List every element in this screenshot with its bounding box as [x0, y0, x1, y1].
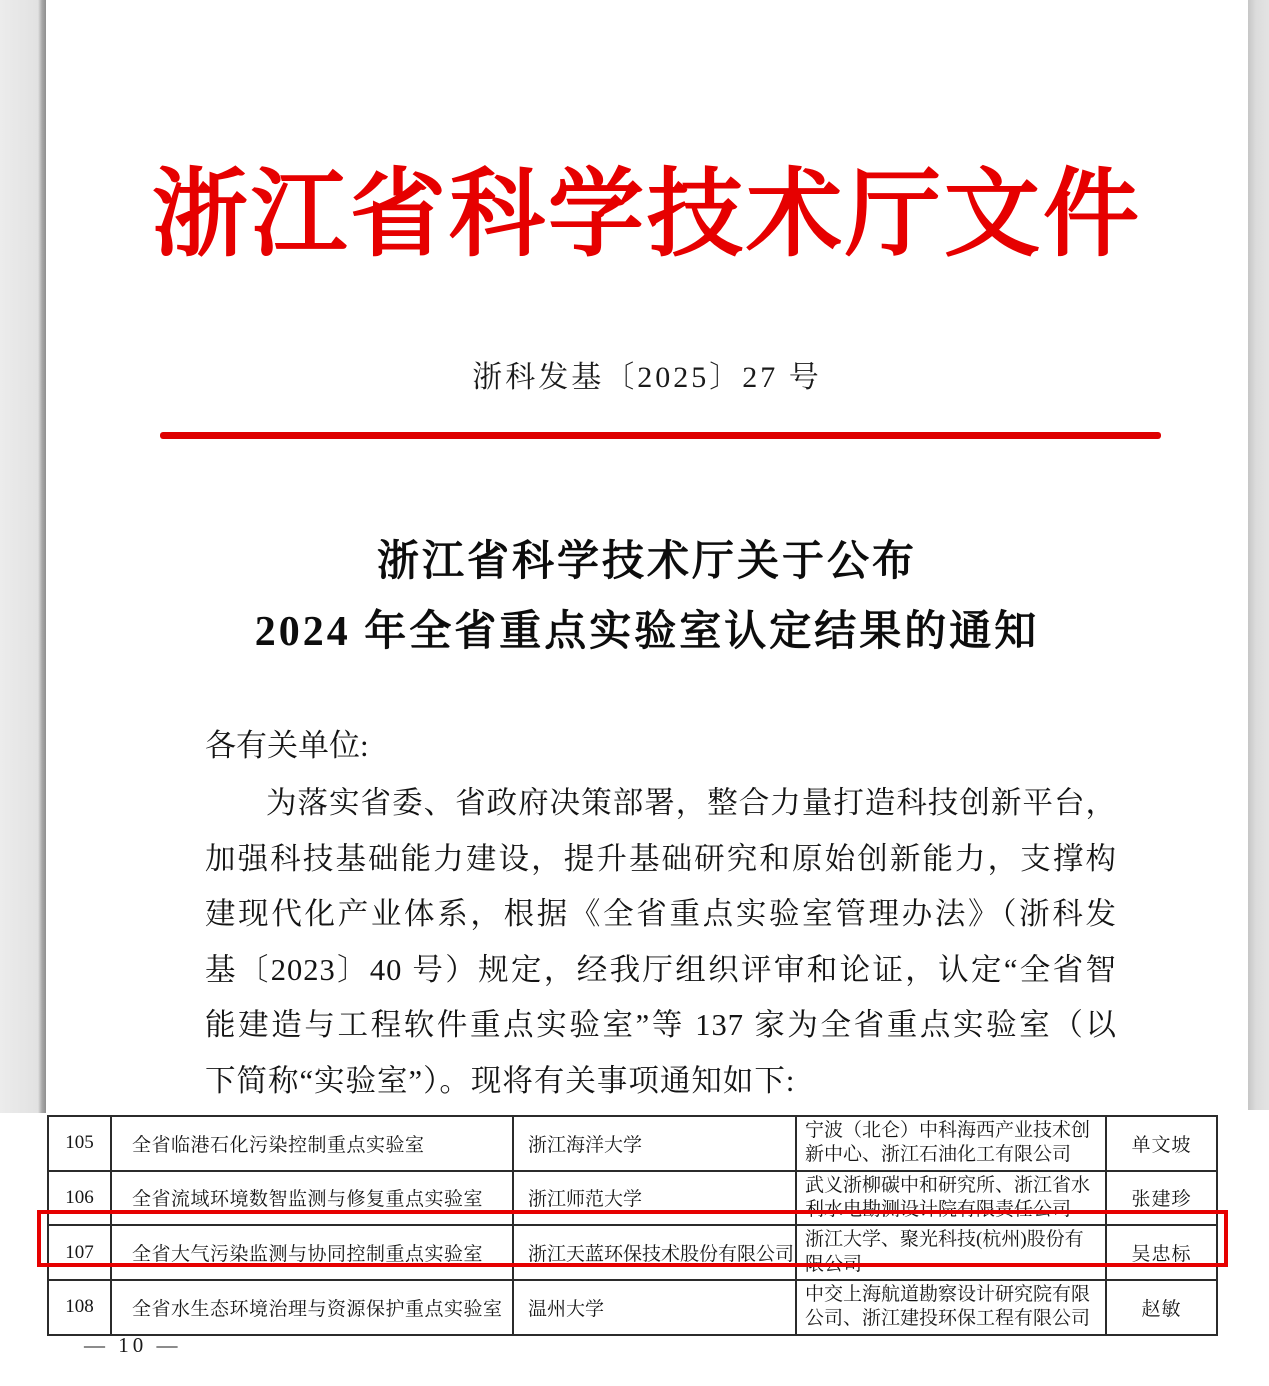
- page-left-gutter: [0, 0, 46, 1113]
- body-line: 为落实省委、省政府决策部署，整合力量打造科技创新平台，: [266, 786, 1117, 820]
- partner-units-cell: 宁波（北仑）中科海西产业技术创新中心、浙江石油化工有限公司: [796, 1116, 1106, 1171]
- document-number: 浙科发基〔2025〕27 号: [472, 361, 822, 394]
- host-unit-cell: 浙江海洋大学: [513, 1116, 796, 1171]
- notice-title-line1: 浙江省科学技术厅关于公布: [376, 539, 917, 585]
- agency-letterhead-title: 浙江省科学技术厅文件: [152, 161, 1142, 268]
- row-number-cell: 105: [48, 1116, 111, 1171]
- body-line: 能建造与工程软件重点实验室”等 137 家为全省重点实验室（以: [205, 1008, 1117, 1043]
- row-107-red-highlight-box: [37, 1210, 1228, 1267]
- partner-units-cell: 武义浙柳碳中和研究所、浙江省水利水电勘测设计院有限责任公司: [796, 1171, 1106, 1226]
- director-name-cell: 赵敏: [1106, 1280, 1217, 1335]
- body-line: 基〔2023〕40 号）规定，经我厅组织评审和论证，认定“全省智: [205, 952, 1117, 987]
- director-name-cell: 张建珍: [1106, 1171, 1217, 1226]
- partner-units-cell: 浙江大学、聚光科技(杭州)股份有限公司: [796, 1225, 1106, 1280]
- partner-units-cell: 中交上海航道勘察设计研究院有限公司、浙江建投环保工程有限公司: [796, 1280, 1106, 1335]
- body-line: 下简称“实验室”）。现将有关事项通知如下:: [205, 1063, 796, 1098]
- lab-name-cell: 全省流域环境数智监测与修复重点实验室: [111, 1171, 513, 1226]
- row-number-cell: 108: [48, 1280, 111, 1335]
- director-name-cell: 吴忠标: [1106, 1225, 1217, 1280]
- body-paragraph: [205, 776, 1117, 1110]
- notice-title-line2: 2024 年全省重点实验室认定结果的通知: [254, 609, 1040, 655]
- director-name-cell: 单文坡: [1106, 1116, 1217, 1171]
- host-unit-cell: 浙江师范大学: [513, 1171, 796, 1226]
- body-line: 加强科技基础能力建设，提升基础研究和原始创新能力，支撑构: [205, 841, 1117, 876]
- host-unit-cell: 温州大学: [513, 1280, 796, 1335]
- lab-name-cell: 全省大气污染监测与协同控制重点实验室: [111, 1225, 513, 1280]
- page-right-gutter: [1248, 0, 1269, 1110]
- letterhead-red-rule: [160, 432, 1161, 439]
- results-table-section: [0, 1113, 1269, 1386]
- lab-name-cell: 全省水生态环境治理与资源保护重点实验室: [111, 1280, 513, 1335]
- salutation: 各有关单位:: [205, 728, 369, 763]
- row-number-cell: 107: [48, 1225, 111, 1280]
- page-number: — 10 —: [84, 1333, 182, 1357]
- body-line: 建现代化产业体系，根据《全省重点实验室管理办法》（浙科发: [205, 897, 1117, 932]
- table-row: [48, 1116, 1217, 1171]
- host-unit-cell: 浙江天蓝环保技术股份有限公司: [513, 1225, 796, 1280]
- row-number-cell: 106: [48, 1171, 111, 1226]
- lab-name-cell: 全省临港石化污染控制重点实验室: [111, 1116, 513, 1171]
- table-row: [48, 1280, 1217, 1335]
